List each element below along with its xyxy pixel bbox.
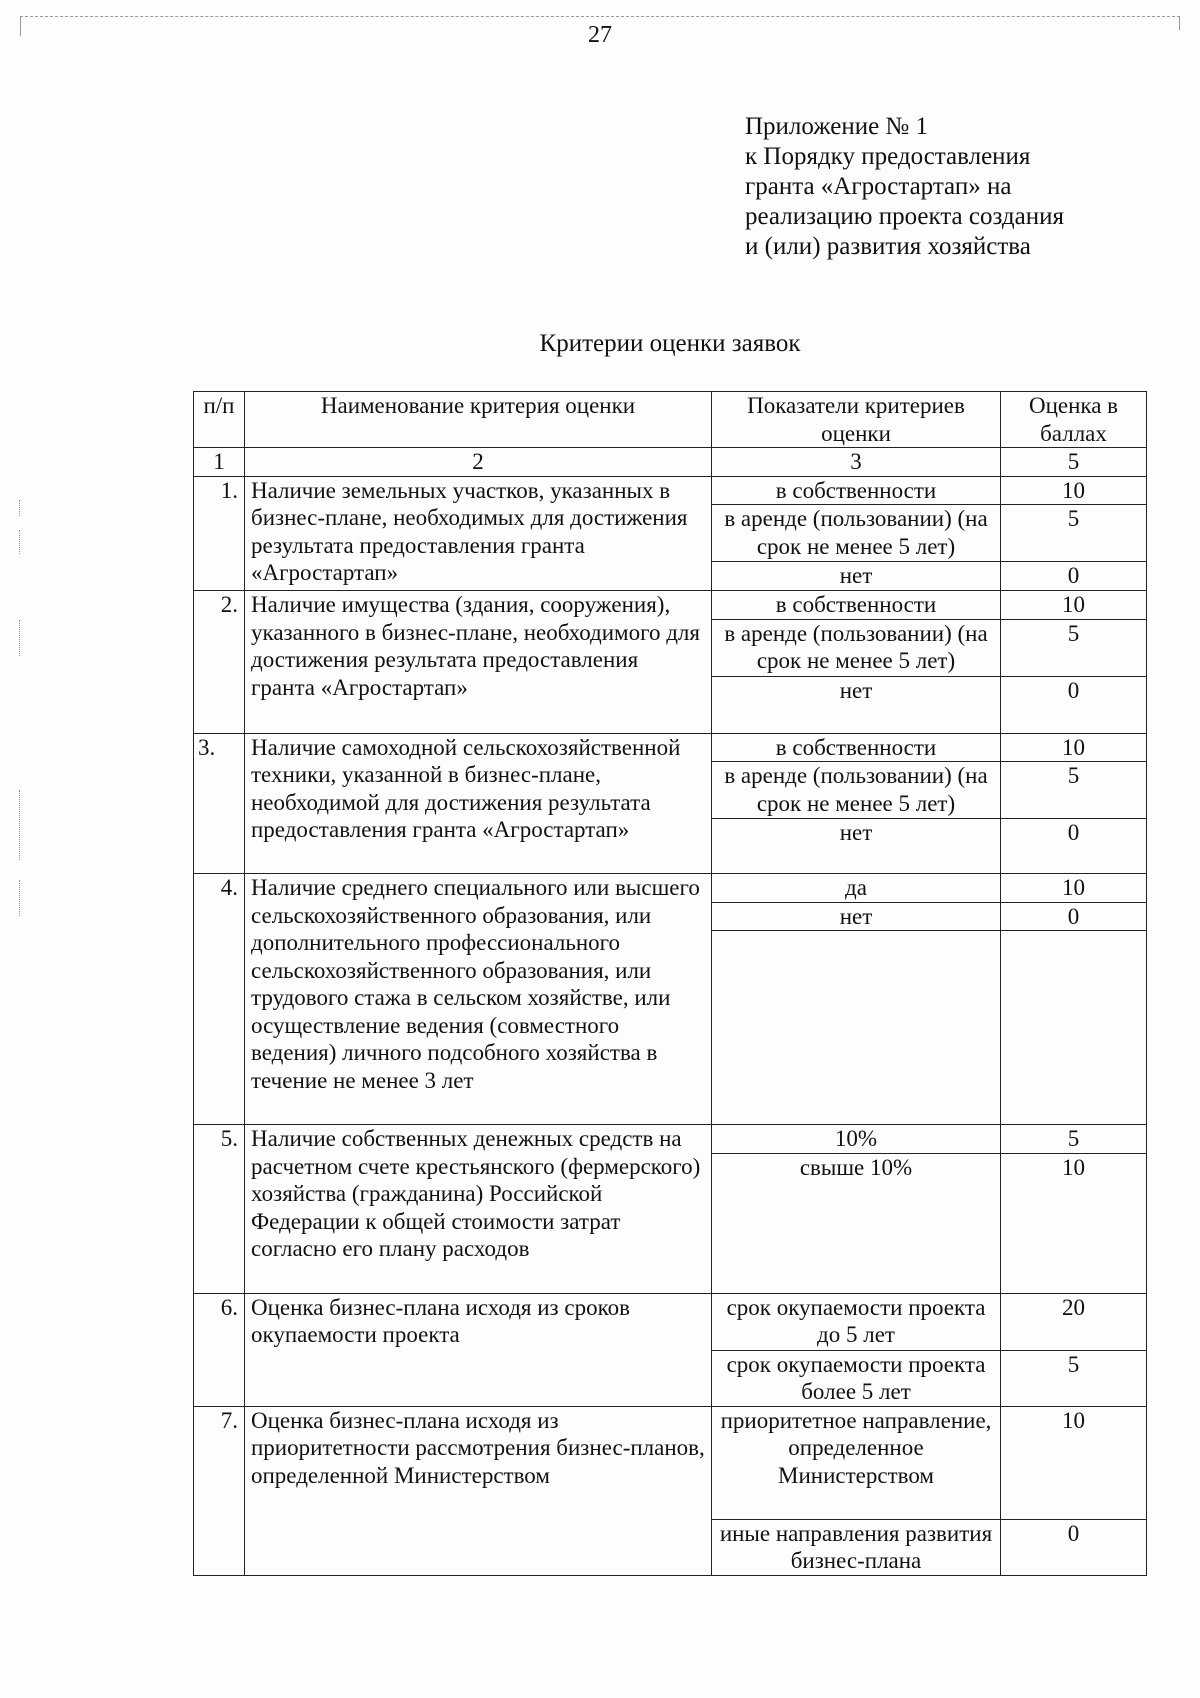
- margin-mark: [19, 530, 20, 554]
- header-name: Наименование критерия оценки: [245, 392, 712, 448]
- indicator-cell: нет: [712, 902, 1001, 931]
- indicator-cell: да: [712, 874, 1001, 903]
- table-row: [194, 1293, 1147, 1350]
- margin-mark: [19, 790, 20, 860]
- score-cell: 5: [1001, 505, 1147, 562]
- indicator-cell: в аренде (пользовании) (на срок не менее 5 лет): [712, 505, 1001, 562]
- criterion-number: 7.: [194, 1406, 245, 1575]
- column-number: 5: [1001, 448, 1147, 477]
- score-cell: 10: [1001, 733, 1147, 762]
- indicator-cell: в аренде (пользовании) (на срок не менее 5 лет): [712, 619, 1001, 676]
- margin-mark: [19, 880, 20, 916]
- indicator-cell: в собственности: [712, 591, 1001, 620]
- criterion-number: 2.: [194, 591, 245, 734]
- table-row: [194, 874, 1147, 903]
- score-cell: 5: [1001, 762, 1147, 819]
- indicator-cell: в аренде (пользовании) (на срок не менее 5 лет): [712, 762, 1001, 819]
- table-row: [194, 1406, 1147, 1519]
- criterion-name: Наличие среднего специального или высшего сельскохозяйственного образования, или дополнительного профессионального сельскохозяйственного образования, или трудового стажа в сельском хозяйстве, или осуществление ведения (совместного ведения) личного подсобного хозяйства в течение не менее 3 лет: [245, 874, 712, 1125]
- score-cell: 10: [1001, 476, 1147, 505]
- criterion-name: Наличие самоходной сельскохозяйственной техники, указанной в бизнес-плане, необходимой для достижения результата предоставления гранта «Агростартап»: [245, 733, 712, 874]
- criteria-table: [193, 391, 1147, 1576]
- criterion-number: 6.: [194, 1293, 245, 1406]
- criterion-name: Оценка бизнес-плана исходя из сроков окупаемости проекта: [245, 1293, 712, 1406]
- empty-cell: [712, 931, 1001, 1125]
- header-indicator: Показатели критериев оценки: [712, 392, 1001, 448]
- appendix-note: Приложение № 1 к Порядку предоставления гранта «Агростартап» на реализацию проекта создания и (или) развития хозяйства: [745, 113, 1064, 260]
- criterion-name: Оценка бизнес-плана исходя из приоритетности рассмотрения бизнес-планов, определенной Министерством: [245, 1406, 712, 1575]
- score-cell: 0: [1001, 676, 1147, 733]
- score-cell: 10: [1001, 1153, 1147, 1293]
- header-row: [194, 392, 1147, 448]
- criterion-number: 1.: [194, 476, 245, 591]
- indicator-cell: нет: [712, 676, 1001, 733]
- score-cell: 0: [1001, 1519, 1147, 1575]
- score-cell: 5: [1001, 619, 1147, 676]
- document-title: Критерии оценки заявок: [539, 330, 801, 357]
- margin-mark: [19, 500, 20, 516]
- score-cell: 10: [1001, 1406, 1147, 1519]
- column-number: 2: [245, 448, 712, 477]
- score-cell: 0: [1001, 819, 1147, 874]
- header-score: Оценка в баллах: [1001, 392, 1147, 448]
- criterion-name: Наличие земельных участков, указанных в бизнес-плане, необходимых для достижения результата предоставления гранта «Агростартап»: [245, 476, 712, 591]
- scan-edge-top: [20, 16, 1180, 17]
- criterion-name: Наличие имущества (здания, сооружения), указанного в бизнес-плане, необходимого для достижения результата предоставления гранта «Агростартап»: [245, 591, 712, 734]
- score-cell: 20: [1001, 1293, 1147, 1350]
- criterion-name: Наличие собственных денежных средств на расчетном счете крестьянского (фермерского) хозяйства (гражданина) Российской Федерации к общей стоимости затрат согласно его плану расходов: [245, 1125, 712, 1294]
- empty-cell: [1001, 931, 1147, 1125]
- table-row: [194, 733, 1147, 762]
- margin-mark: [19, 620, 20, 656]
- table-row: [194, 476, 1147, 505]
- indicator-cell: в собственности: [712, 733, 1001, 762]
- score-cell: 0: [1001, 562, 1147, 591]
- indicator-cell: срок окупаемости проекта более 5 лет: [712, 1350, 1001, 1406]
- score-cell: 10: [1001, 874, 1147, 903]
- column-number-row: [194, 448, 1147, 477]
- indicator-cell: в собственности: [712, 476, 1001, 505]
- score-cell: 10: [1001, 591, 1147, 620]
- indicator-cell: иные направления развития бизнес-плана: [712, 1519, 1001, 1575]
- score-cell: 5: [1001, 1125, 1147, 1154]
- table-row: [194, 1125, 1147, 1154]
- criterion-number: 5.: [194, 1125, 245, 1294]
- indicator-cell: свыше 10%: [712, 1153, 1001, 1293]
- criterion-number: 4.: [194, 874, 245, 1125]
- indicator-cell: нет: [712, 562, 1001, 591]
- header-num: п/п: [194, 392, 245, 448]
- column-number: 1: [194, 448, 245, 477]
- column-number: 3: [712, 448, 1001, 477]
- score-cell: 0: [1001, 902, 1147, 931]
- page-number: 27: [588, 22, 612, 48]
- indicator-cell: срок окупаемости проекта до 5 лет: [712, 1293, 1001, 1350]
- indicator-cell: нет: [712, 819, 1001, 874]
- indicator-cell: приоритетное направление, определенное Министерством: [712, 1406, 1001, 1519]
- criterion-number: 3.: [194, 733, 245, 874]
- indicator-cell: 10%: [712, 1125, 1001, 1154]
- table-row: [194, 591, 1147, 620]
- score-cell: 5: [1001, 1350, 1147, 1406]
